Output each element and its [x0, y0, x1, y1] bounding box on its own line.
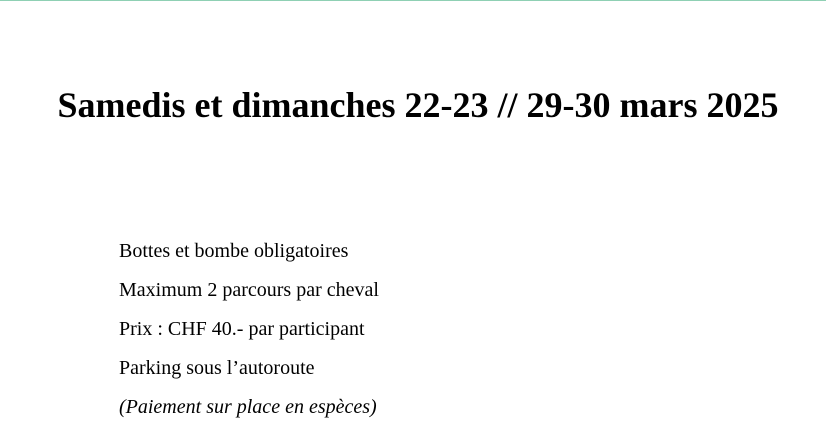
payment-note: (Paiement sur place en espèces)	[119, 396, 377, 418]
boots-helmet-requirement: Bottes et bombe obligatoires	[119, 240, 349, 262]
page-title: Samedis et dimanches 22-23 // 29-30 mars 2025	[57, 85, 779, 125]
max-courses-per-horse: Maximum 2 parcours par cheval	[119, 279, 379, 301]
price-per-participant: Prix : CHF 40.- par participant	[119, 318, 365, 340]
event-details-list	[119, 232, 379, 427]
parking-info: Parking sous l’autoroute	[119, 357, 315, 379]
top-divider	[0, 0, 826, 1]
